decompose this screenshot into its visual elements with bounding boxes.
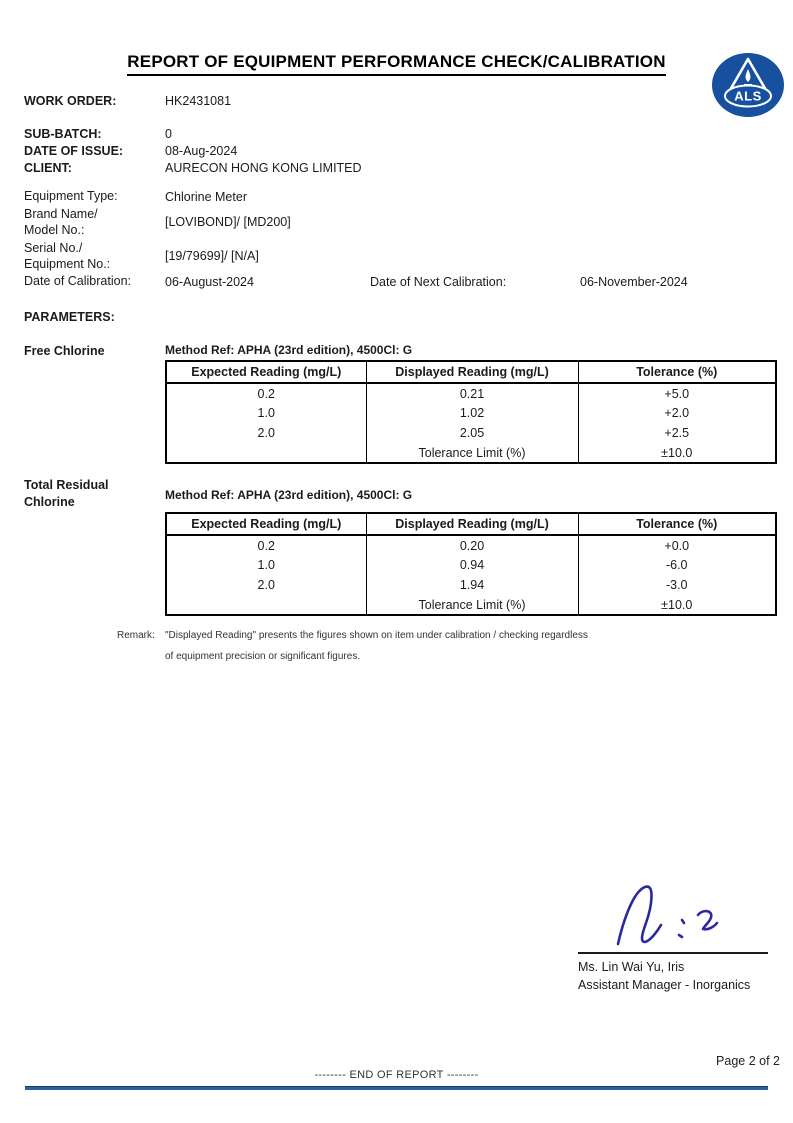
table-row: 1.0 0.94 -6.0	[166, 555, 776, 575]
tolerance-limit-row	[166, 595, 776, 615]
sub-batch-value: 0	[165, 127, 172, 141]
col-tolerance: Tolerance (%)	[578, 513, 776, 535]
tolerance-limit-label: Tolerance Limit (%)	[366, 595, 578, 615]
section-total-residual-chlorine	[24, 477, 775, 617]
parameters-heading: PARAMETERS:	[24, 310, 115, 324]
sub-batch-label: SUB-BATCH:	[24, 127, 102, 141]
table-row: 0.2 0.20 +0.0	[166, 535, 776, 555]
signatory-name: Ms. Lin Wai Yu, Iris	[578, 960, 685, 974]
free-chlorine-label: Free Chlorine	[24, 344, 105, 358]
client-value: AURECON HONG KONG LIMITED	[165, 161, 362, 175]
work-order-label: WORK ORDER:	[24, 94, 117, 108]
total-residual-chlorine-label: Total Residual Chlorine	[24, 478, 109, 509]
cal-date-label: Date of Calibration:	[24, 274, 132, 289]
signature-image	[612, 880, 727, 950]
col-tolerance: Tolerance (%)	[578, 361, 776, 383]
table-row: 2.0 2.05 +2.5	[166, 423, 776, 443]
page-number: Page 2 of 2	[716, 1054, 780, 1068]
remark-text-line2: of equipment precision or significant figures.	[165, 651, 361, 662]
date-of-issue-value: 08-Aug-2024	[165, 144, 238, 158]
signatory-title: Assistant Manager - Inorganics	[578, 978, 751, 992]
signature-line	[578, 952, 768, 954]
als-logo-text: ALS	[734, 88, 762, 104]
end-of-report-text: -------- END OF REPORT --------	[314, 1069, 479, 1081]
equipment-type-label: Equipment Type:	[24, 189, 118, 204]
table-header-row	[166, 513, 776, 535]
work-order-value: HK2431081	[165, 94, 232, 108]
serial-equipment-label: Serial No./ Equipment No.:	[24, 240, 111, 271]
table-row: 1.0 1.02 +2.0	[166, 403, 776, 423]
col-displayed-reading: Displayed Reading (mg/L)	[366, 513, 578, 535]
equipment-type-row	[24, 188, 775, 205]
serial-equipment-row	[24, 239, 775, 273]
col-expected-reading: Expected Reading (mg/L)	[166, 361, 366, 383]
date-of-issue-label: DATE OF ISSUE:	[24, 144, 124, 158]
table-header-row	[166, 361, 776, 383]
table-row: 2.0 1.94 -3.0	[166, 575, 776, 595]
total-residual-table	[165, 512, 777, 616]
remark-text-line1: "Displayed Reading" presents the figures shown on item under calibration / checking regardless	[165, 630, 588, 641]
col-displayed-reading: Displayed Reading (mg/L)	[366, 361, 578, 383]
remark-label: Remark:	[117, 630, 155, 641]
brand-model-value: [LOVIBOND]/ [MD200]	[165, 215, 291, 229]
als-logo-icon	[711, 52, 785, 118]
free-chlorine-table	[165, 360, 777, 464]
tolerance-limit-row	[166, 443, 776, 463]
als-logo	[711, 52, 785, 118]
table-row: 0.2 0.21 +5.0	[166, 383, 776, 403]
calibration-dates-row	[24, 273, 775, 290]
footer-accent-line	[25, 1086, 768, 1090]
tolerance-limit-value: ±10.0	[661, 445, 693, 460]
total-residual-method-ref: Method Ref: APHA (23rd edition), 4500Cl: G	[165, 488, 413, 502]
brand-model-row	[24, 205, 775, 239]
free-chlorine-method-ref: Method Ref: APHA (23rd edition), 4500Cl: G	[165, 343, 413, 357]
serial-equipment-value: [19/79699]/ [N/A]	[165, 249, 259, 263]
equipment-info	[24, 188, 775, 290]
client-label: CLIENT:	[24, 161, 72, 175]
next-cal-value: 06-November-2024	[580, 274, 688, 289]
page-title: REPORT OF EQUIPMENT PERFORMANCE CHECK/CALIBRATION	[0, 52, 793, 76]
equipment-type-value: Chlorine Meter	[165, 189, 247, 204]
tolerance-limit-label: Tolerance Limit (%)	[366, 443, 578, 463]
col-expected-reading: Expected Reading (mg/L)	[166, 513, 366, 535]
section-free-chlorine	[24, 343, 775, 468]
brand-model-label: Brand Name/ Model No.:	[24, 206, 98, 237]
next-cal-label: Date of Next Calibration:	[370, 274, 507, 289]
tolerance-limit-value: ±10.0	[661, 597, 693, 612]
cal-date-value: 06-August-2024	[165, 274, 254, 289]
